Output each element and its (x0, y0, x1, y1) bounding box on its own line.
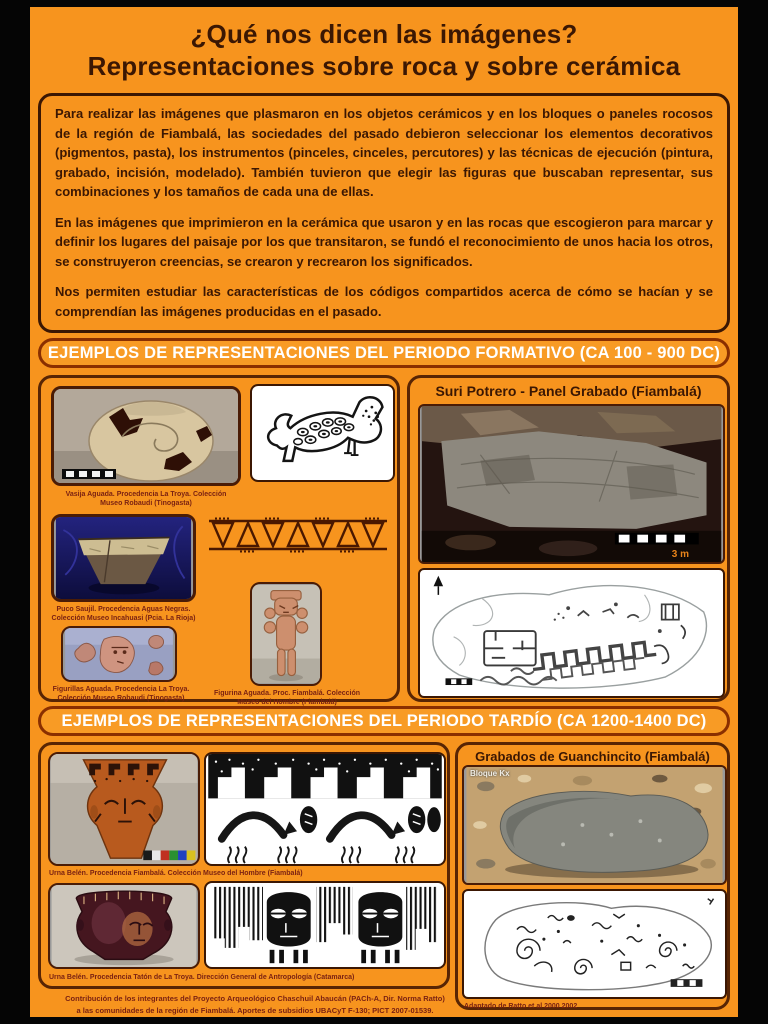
poster (30, 7, 738, 1017)
urna-belen-2-illustration (50, 885, 198, 967)
poster-title-line2: Representaciones sobre roca y sobre cerámica (87, 51, 681, 81)
urna1-decoration-illustration (206, 754, 444, 864)
figurina-aguada-illustration (252, 584, 320, 684)
footer-credit (50, 993, 460, 1017)
footer-line1: Contribución de los integrantes del Proyecto Arqueológico Chaschuil Abaucán (PACh-A, Dir. Norma Ratto) (65, 994, 445, 1003)
urna-belen-1-illustration (50, 754, 198, 864)
urna2-decoration-drawing (204, 881, 446, 969)
figurillas-aguada-illustration (63, 628, 175, 680)
urna-belen-1-photo (48, 752, 200, 866)
suri-potrero-rock-illustration (420, 406, 723, 562)
poster-title-line1: ¿Qué nos dicen las imágenes? (190, 19, 578, 49)
vasija-aguada-illustration (54, 389, 238, 483)
panel-tardio-ceramica (38, 742, 450, 989)
vasija-aguada-photo (51, 386, 241, 486)
puco-saujil-illustration (54, 517, 193, 599)
urna1-decoration-drawing (204, 752, 446, 866)
suri-potrero-tracing (418, 568, 725, 698)
panel-formativo-ceramica (38, 375, 400, 707)
panel-suri-potrero (407, 375, 730, 702)
north-arrow-icon (434, 576, 444, 595)
intro-paragraph-3: Nos permiten estudiar las características de los códigos compartidos acerca de cómo se hacían y se comprendían las imágenes producidas en el pasado. (55, 284, 713, 319)
caption-urna2: Urna Belén. Procedencia Tatón de La Troya. Dirección General de Antropología (Catamarca) (49, 974, 355, 981)
figurina-aguada-photo (250, 582, 322, 686)
guanchincito-rock-photo (462, 765, 727, 885)
urna2-decoration-illustration (206, 883, 444, 967)
caption-figurillas: Figurillas Aguada. Procedencia La Troya. Colección Museo Robaudi (Tinogasta) (52, 686, 190, 703)
panel-guanchincito (455, 742, 730, 1010)
scale-bar-icon (615, 533, 699, 545)
lizard-motif-illustration (252, 386, 393, 480)
figurillas-aguada-photo (61, 626, 177, 682)
intro-paragraph-1: Para realizar las imágenes que plasmaron en los objetos cerámicos y en los bloques o paneles rocosos de la región de Fiambalá, las sociedades del pasado debieron seleccionar los elementos decorativos (pigmentos, pasta), los instrumentos (pinceles, cinceles, percutores) y las técnicas de ejecución (pintura, grabado, incisión, modelado). También tuvieron que elegir las figuras que buscaban representar, sus combinaciones y los tamaños de cada una de ellas. (55, 106, 713, 199)
caption-urna1: Urna Belén. Procedencia Fiambalá. Colección Museo del Hombre (Fiambalá) (49, 870, 303, 877)
intro-text-box (38, 93, 730, 333)
caption-figurina: Figurina Aguada. Proc. Fiambalá. Colección Museo del Hombre (Fiambalá) (214, 690, 360, 707)
puco-saujil-photo (51, 514, 196, 602)
suri-scale-label: 3 m (671, 549, 689, 560)
footer-line2: a las comunidades de la región de Fiambalá. Aportes de subsidios UBACyT F-130; PICT 2007-01539. (76, 1006, 434, 1015)
caption-puco: Puco Saujil. Procedencia Aguas Negras. Colección Museo Incahuasi (Pcia. La Rioja) (51, 606, 196, 623)
urna-belen-2-photo (48, 883, 200, 969)
color-checker-icon (143, 850, 195, 860)
tracing-scale-icon (446, 679, 472, 685)
caption-vasija: Vasija Aguada. Procedencia La Troya. Colección Museo Robaudi (Tinogasta) (65, 491, 227, 508)
guanchincito-title: Grabados de Guanchincito (Fiambalá) (475, 749, 710, 764)
guanchincito-scale-icon (671, 980, 702, 987)
suri-potrero-tracing-illustration (420, 570, 723, 696)
triangle-band-motif (207, 516, 389, 554)
triangle-band-illustration (207, 516, 389, 554)
suri-potrero-rock-photo (418, 404, 725, 564)
guanchincito-photo-label: Bloque Kx (470, 769, 510, 778)
film-strip-scale-icon (62, 469, 116, 479)
section-header-tardio: EJEMPLOS DE REPRESENTACIONES DEL PERIODO TARDÍO (CA 1200-1400 DC) (38, 706, 730, 736)
suri-potrero-title: Suri Potrero - Panel Grabado (Fiambalá) (435, 383, 702, 399)
guanchincito-tracing-illustration (464, 891, 725, 997)
lizard-motif-drawing (250, 384, 395, 482)
guanchincito-rock-illustration (464, 767, 725, 883)
section-header-formativo: EJEMPLOS DE REPRESENTACIONES DEL PERIODO FORMATIVO (CA 100 - 900 DC) (38, 338, 730, 368)
guanchincito-tracing (462, 889, 727, 999)
caption-adaptado: Adaptado de Ratto et al 2000 2002 (464, 1003, 578, 1010)
intro-paragraph-2: En las imágenes que imprimieron en la cerámica que usaron y en las rocas que escogieron para marcar y definir los lugares del paisaje por los que transitaron, se fundó el reconocimiento de unos hacia los otros, se construyeron creencias, se crearon y recrearon los significados. (55, 214, 713, 269)
